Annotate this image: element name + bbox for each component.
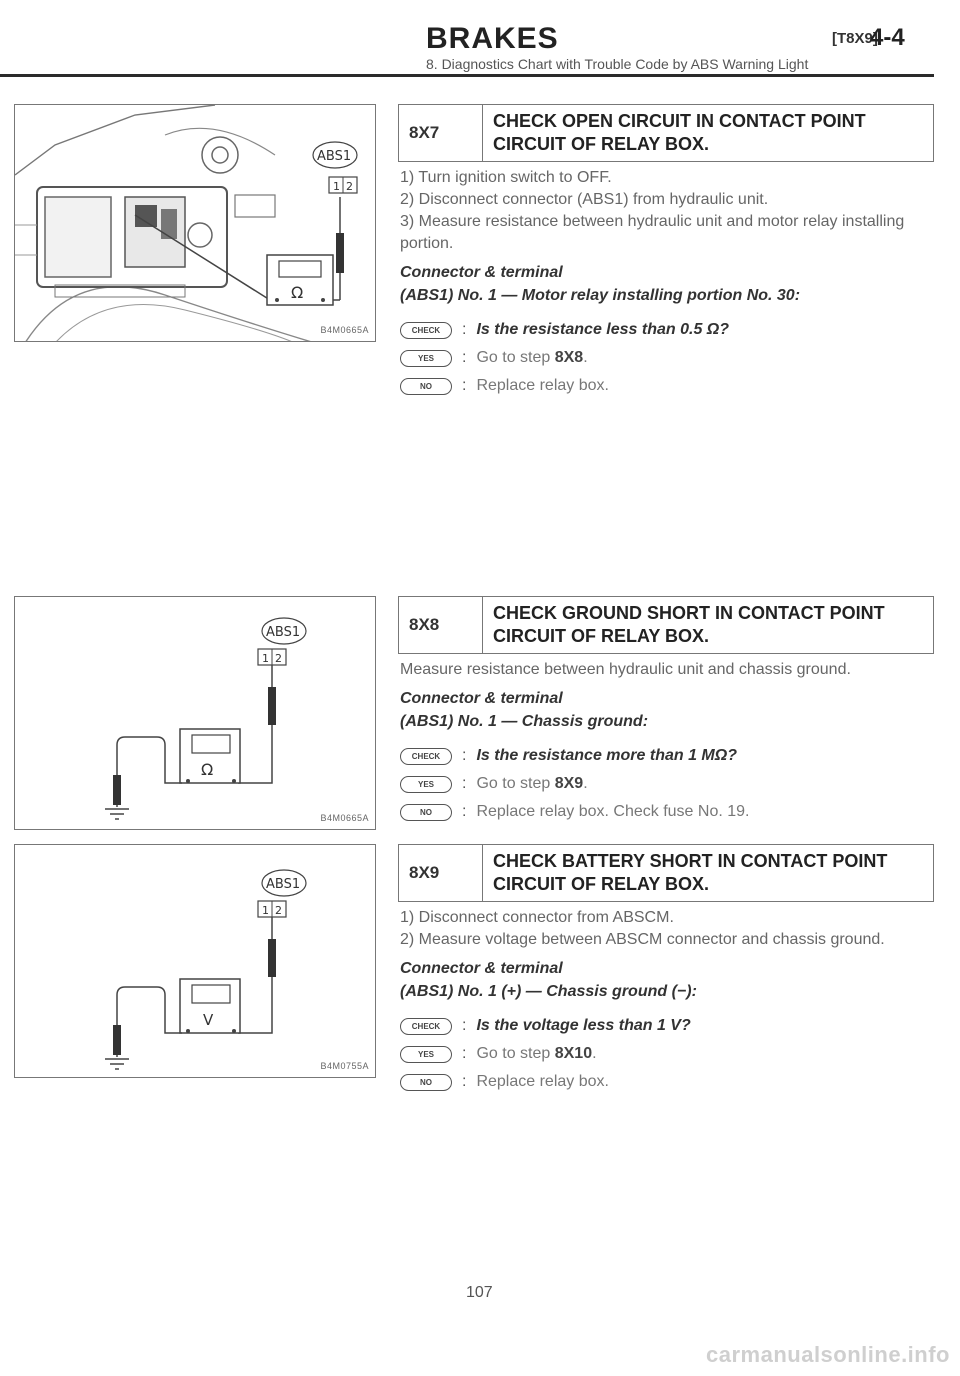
figure-id: B4M0755A	[320, 1061, 369, 1071]
yes-badge: YES	[400, 1046, 452, 1063]
figure-id: B4M0665A	[320, 813, 369, 823]
site-watermark: carmanualsonline.info	[706, 1342, 950, 1367]
connector-label: Connector & terminal	[400, 264, 563, 281]
no-row: NO : Replace relay box.	[400, 1071, 934, 1093]
page-code: 4-4	[870, 24, 905, 51]
header-rule	[0, 74, 934, 77]
instruction-line: 1) Disconnect connector from ABSCM.	[400, 909, 674, 926]
step-8x8	[398, 596, 934, 823]
svg-text:ABS1: ABS1	[266, 877, 301, 892]
no-badge: NO	[400, 378, 452, 395]
yes-answer: Go to step 8X9.	[476, 775, 588, 792]
no-row: NO : Replace relay box.	[400, 375, 934, 397]
check-question: Is the resistance more than 1 MΩ?	[476, 747, 738, 764]
connector-value: (ABS1) No. 1 — Motor relay installing portion No. 30:	[400, 287, 801, 304]
connector-terminal	[400, 957, 934, 1003]
no-badge: NO	[400, 804, 452, 821]
connector-label: Connector & terminal	[400, 960, 563, 977]
step-title: CHECK BATTERY SHORT IN CONTACT POINT CIRCUIT OF RELAY BOX.	[493, 851, 888, 894]
check-badge: CHECK	[400, 1018, 452, 1035]
svg-text:2: 2	[275, 652, 282, 665]
step-body	[398, 654, 934, 823]
yes-row: YES : Go to step 8X9.	[400, 773, 934, 795]
svg-text:1: 1	[262, 904, 269, 917]
no-row: NO : Replace relay box. Check fuse No. 19.	[400, 801, 934, 823]
figure-relay-measurement	[14, 104, 376, 342]
svg-text:2: 2	[275, 904, 282, 917]
step-id: 8X8	[399, 597, 483, 653]
page-number: 107	[466, 1284, 493, 1301]
yes-row: YES : Go to step 8X8.	[400, 347, 934, 369]
step-body	[398, 162, 934, 397]
no-answer: Replace relay box.	[476, 1073, 609, 1090]
yes-step-ref: 8X8	[554, 349, 584, 366]
connector-label: Connector & terminal	[400, 690, 563, 707]
section-title: BRAKES	[426, 22, 559, 55]
svg-text:Ω: Ω	[201, 760, 214, 779]
figure-ground-resistance	[14, 596, 376, 830]
step-8x7	[398, 104, 934, 397]
step-id: 8X7	[399, 105, 483, 161]
yes-badge: YES	[400, 350, 452, 367]
check-question: Is the resistance less than 0.5 Ω?	[476, 321, 730, 338]
no-answer: Replace relay box.	[476, 377, 609, 394]
relay-illustration	[15, 105, 376, 342]
yes-answer: Go to step 8X10.	[476, 1045, 597, 1062]
svg-text:1: 1	[333, 180, 340, 193]
instruction-line: 3) Measure resistance between hydraulic unit and motor relay installing portion.	[400, 213, 905, 252]
section-code: [T8X9]	[832, 30, 878, 47]
connector-terminal	[400, 687, 934, 733]
yes-badge: YES	[400, 776, 452, 793]
svg-text:1: 1	[262, 652, 269, 665]
svg-text:Ω: Ω	[291, 283, 304, 302]
step-title: CHECK GROUND SHORT IN CONTACT POINT CIRCUIT OF RELAY BOX.	[493, 603, 885, 646]
no-answer: Replace relay box. Check fuse No. 19.	[476, 803, 750, 820]
svg-text:ABS1: ABS1	[266, 625, 301, 640]
step-id: 8X9	[399, 845, 483, 901]
check-badge: CHECK	[400, 322, 452, 339]
instruction-line: Measure resistance between hydraulic unit and chassis ground.	[400, 661, 851, 678]
instruction-line: 1) Turn ignition switch to OFF.	[400, 169, 612, 186]
connector-label: ABS1	[317, 149, 352, 164]
figure-ground-voltage	[14, 844, 376, 1078]
step-8x9	[398, 844, 934, 1093]
yes-step-ref: 8X9	[554, 775, 584, 792]
yes-answer: Go to step 8X8.	[476, 349, 588, 366]
ohmmeter-ground-illustration	[15, 597, 376, 830]
yes-step-ref: 8X10	[554, 1045, 593, 1062]
check-row: CHECK : Is the resistance less than 0.5 Ω?	[400, 319, 934, 341]
check-badge: CHECK	[400, 748, 452, 765]
connector-value: (ABS1) No. 1 (+) — Chassis ground (−):	[400, 983, 697, 1000]
instruction-line: 2) Disconnect connector (ABS1) from hydraulic unit.	[400, 191, 769, 208]
yes-row: YES : Go to step 8X10.	[400, 1043, 934, 1065]
step-body	[398, 902, 934, 1093]
no-badge: NO	[400, 1074, 452, 1091]
check-row: CHECK : Is the voltage less than 1 V?	[400, 1015, 934, 1037]
voltmeter-ground-illustration	[15, 845, 376, 1078]
step-header	[398, 596, 934, 654]
instruction-line: 2) Measure voltage between ABSCM connector and chassis ground.	[400, 931, 885, 948]
section-subtitle: 8. Diagnostics Chart with Trouble Code by ABS Warning Light	[426, 56, 809, 72]
step-header	[398, 104, 934, 162]
step-header	[398, 844, 934, 902]
svg-text:V: V	[203, 1011, 214, 1029]
svg-text:2: 2	[346, 180, 353, 193]
check-question: Is the voltage less than 1 V?	[476, 1017, 691, 1034]
step-title: CHECK OPEN CIRCUIT IN CONTACT POINT CIRCUIT OF RELAY BOX.	[493, 111, 866, 154]
connector-terminal	[400, 261, 934, 307]
connector-value: (ABS1) No. 1 — Chassis ground:	[400, 713, 649, 730]
check-row: CHECK : Is the resistance more than 1 MΩ?	[400, 745, 934, 767]
figure-id: B4M0665A	[320, 325, 369, 335]
